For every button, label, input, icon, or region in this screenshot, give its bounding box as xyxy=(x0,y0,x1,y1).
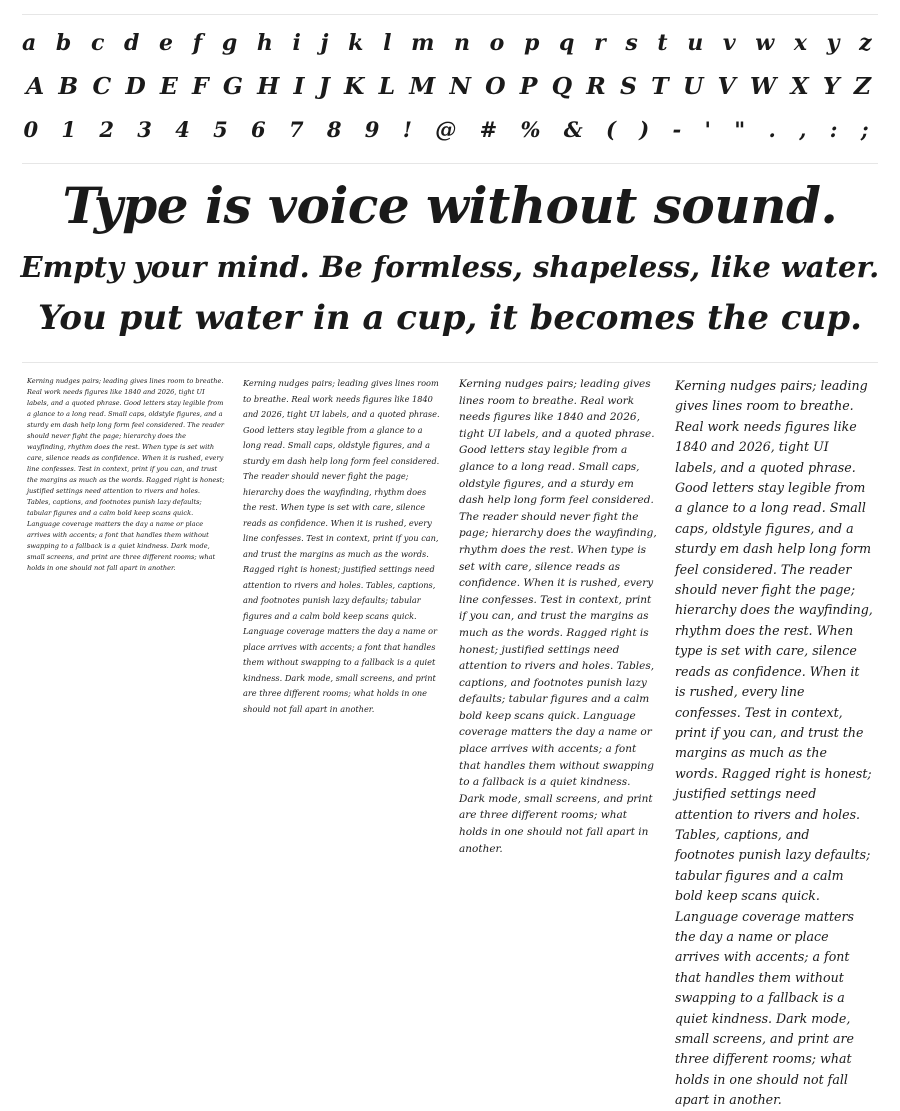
divider-top xyxy=(22,14,878,15)
divider-glyphs xyxy=(22,163,878,164)
numeral-punctuation-glyphs: 0 1 2 3 4 5 6 7 8 9 ! @ # % & ( ) - ' " . , : ; xyxy=(23,117,877,142)
text-sample-small: Kerning nudges pairs; leading gives lines room to breathe. Real work needs figures like 1840 and 2026, tight UI labels, and a quoted phrase. Good letters stay legible from a glance to a long read. Small caps, oldstyle figures, and a sturdy em dash help long form feel considered. The reader should never fight the page; hierarchy does the wayfinding, rhythm does the rest. When type is set with care, silence reads as confidence. When it is rushed, every line confesses. Test in context, print if you can, and trust the margins as much as the words. Ragged right is honest; justified settings need attention to rivers and holes. Tables, captions, and footnotes punish lazy defaults; tabular figures and a calm bold keep scans quick. Language coverage matters the day a name or place arrives with accents; a font that handles them without swapping to a fallback is a quiet kindness. Dark mode, small screens, and print are three different rooms; what holds in one should not fall apart in another. xyxy=(27,377,225,572)
headline-medium-2: You put water in a cup, it becomes the cup. xyxy=(38,298,862,338)
divider-headlines xyxy=(22,362,878,363)
text-sample-medium: Kerning nudges pairs; leading gives lines room to breathe. Real work needs figures like 1840 and 2026, tight UI labels, and a quoted phrase. Good letters stay legible from a glance to a long read. Small caps, oldstyle figures, and a sturdy em dash help long form feel considered. The reader should never fight the page; hierarchy does the wayfinding, rhythm does the rest. When type is set with care, silence reads as confidence. When it is rushed, every line confesses. Test in context, print if you can, and trust the margins as much as the words. Ragged right is honest; justified settings need attention to rivers and holes. Tables, captions, and footnotes punish lazy defaults; tabular figures and a calm bold keep scans quick. Language coverage matters the day a name or place arrives with accents; a font that handles them without swapping to a fallback is a quiet kindness. Dark mode, small screens, and print are three different rooms; what holds in one should not fall apart in another. xyxy=(243,378,440,714)
lowercase-glyphs: a b c d e f g h i j k l m n o p q r s t u v w x y z xyxy=(22,30,878,56)
text-sample-xlarge: Kerning nudges pairs; leading gives lines room to breathe. Real work needs figures like 1840 and 2026, tight UI labels, and a quoted phrase. Good letters stay legible from a glance to a long read. Small caps, oldstyle figures, and a sturdy em dash help long form feel considered. The reader should never fight the page; hierarchy does the wayfinding, rhythm does the rest. When type is set with care, silence reads as confidence. When it is rushed, every line confesses. Test in context, print if you can, and trust the margins as much as the words. Ragged right is honest; justified settings need attention to rivers and holes. Tables, captions, and footnotes punish lazy defaults; tabular figures and a calm bold keep scans quick. Language coverage matters the day a name or place arrives with accents; a font that handles them without swapping to a fallback is a quiet kindness. Dark mode, small screens, and print are three different rooms; what holds in one should not fall apart in another. xyxy=(675,378,873,1108)
uppercase-glyphs: A B C D E F G H I J K L M N O P Q R S T U V W X Y Z xyxy=(26,72,875,100)
headline-large: Type is voice without sound. xyxy=(62,176,838,235)
text-sample-large: Kerning nudges pairs; leading gives lines room to breathe. Real work needs figures like 1840 and 2026, tight UI labels, and a quoted phrase. Good letters stay legible from a glance to a long read. Small caps, oldstyle figures, and a sturdy em dash help long form feel considered. The reader should never fight the page; hierarchy does the wayfinding, rhythm does the rest. When type is set with care, silence reads as confidence. When it is rushed, every line confesses. Test in context, print if you can, and trust the margins as much as the words. Ragged right is honest; justified settings need attention to rivers and holes. Tables, captions, and footnotes punish lazy defaults; tabular figures and a calm bold keep scans quick. Language coverage matters the day a name or place arrives with accents; a font that handles them without swapping to a fallback is a quiet kindness. Dark mode, small screens, and print are three different rooms; what holds in one should not fall apart in another. xyxy=(459,378,657,855)
headline-medium: Empty your mind. Be formless, shapeless, like water. xyxy=(20,250,880,284)
